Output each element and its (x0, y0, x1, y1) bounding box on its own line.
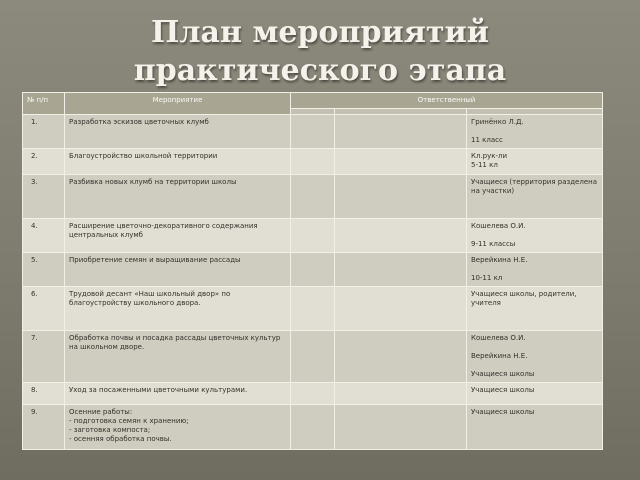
row-responsible: Кошелева О.И. 9-11 классы (467, 219, 603, 253)
row-number: 1. (23, 115, 65, 149)
row-event: Благоустройство школьной территории (65, 149, 291, 175)
row-number: 5. (23, 253, 65, 287)
row-empty-cell (335, 331, 467, 383)
row-empty-cell (335, 405, 467, 450)
table-row (23, 331, 603, 383)
row-responsible: Верейкина Н.Е. 10-11 кл (467, 253, 603, 287)
row-event: Расширение цветочно-декоративного содержания центральных клумб (65, 219, 291, 253)
row-empty-cell (291, 405, 335, 450)
table-row (23, 383, 603, 405)
table-row (23, 175, 603, 219)
row-empty-cell (335, 287, 467, 331)
row-empty-cell (335, 383, 467, 405)
row-empty-cell (335, 175, 467, 219)
row-empty-cell (291, 253, 335, 287)
header-row (23, 93, 603, 109)
row-empty-cell (291, 219, 335, 253)
row-number: 8. (23, 383, 65, 405)
row-event: Разбивка новых клумб на территории школы (65, 175, 291, 219)
col-header-event: Мероприятие (65, 93, 291, 115)
col-header-num: № п/п (23, 93, 65, 115)
row-responsible: Учащиеся школы (467, 383, 603, 405)
row-responsible: Кошелева О.И. Верейкина Н.Е. Учащиеся школы (467, 331, 603, 383)
row-number: 4. (23, 219, 65, 253)
row-empty-cell (335, 253, 467, 287)
row-empty-cell (291, 175, 335, 219)
row-responsible: Кл.рук-ли 5-11 кл (467, 149, 603, 175)
row-number: 3. (23, 175, 65, 219)
page-title (0, 14, 640, 90)
table-row (23, 219, 603, 253)
row-number: 6. (23, 287, 65, 331)
title-line-1: План мероприятий (151, 15, 489, 50)
row-responsible: Учащиеся школы (467, 405, 603, 450)
row-empty-cell (291, 149, 335, 175)
row-empty-cell (335, 149, 467, 175)
table-row (23, 253, 603, 287)
row-event: Уход за посаженными цветочными культурами. (65, 383, 291, 405)
row-event: Обработка почвы и посадка рассады цветочных культур на школьном дворе. (65, 331, 291, 383)
row-responsible: Учащиеся школы, родители, учителя (467, 287, 603, 331)
table-row (23, 405, 603, 450)
row-empty-cell (291, 115, 335, 149)
row-responsible: Гринёнко Л.Д. 11 класс (467, 115, 603, 149)
title-line-2: практического этапа (133, 53, 507, 88)
row-number: 7. (23, 331, 65, 383)
row-empty-cell (291, 287, 335, 331)
table-row (23, 287, 603, 331)
row-event: Приобретение семян и выращивание рассады (65, 253, 291, 287)
row-event: Трудовой десант «Наш школьный двор» по благоустройству школьного двора. (65, 287, 291, 331)
col-header-responsible: Ответственный (291, 93, 603, 109)
row-number: 9. (23, 405, 65, 450)
row-responsible: Учащиеся (территория разделена на участки) (467, 175, 603, 219)
row-event: Разработка эскизов цветочных клумб (65, 115, 291, 149)
row-number: 2. (23, 149, 65, 175)
table-row (23, 149, 603, 175)
row-event: Осенние работы: - подготовка семян к хранению; - заготовка компоста; - осенняя обработка почвы. (65, 405, 291, 450)
row-empty-cell (291, 331, 335, 383)
row-empty-cell (291, 383, 335, 405)
table-row (23, 115, 603, 149)
row-empty-cell (335, 115, 467, 149)
row-empty-cell (335, 219, 467, 253)
plan-table (22, 92, 603, 450)
